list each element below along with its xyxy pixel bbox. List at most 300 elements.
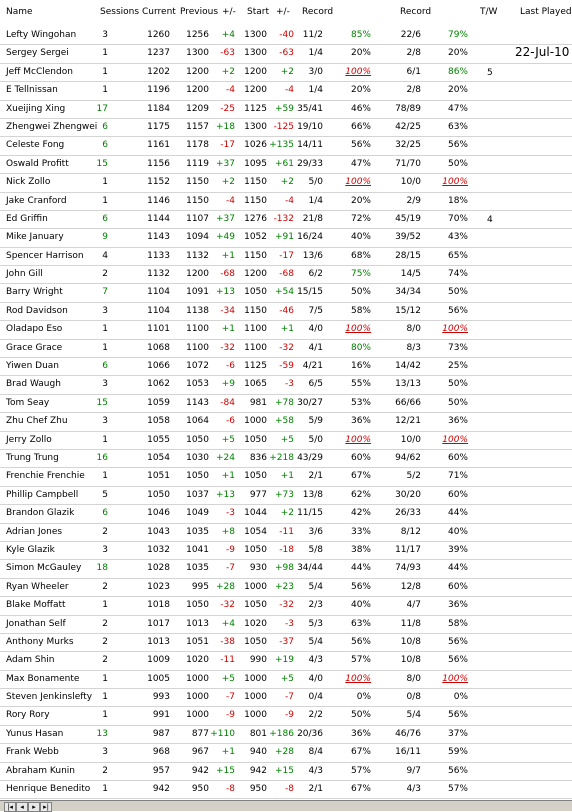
- current-rating-cell: 1175: [147, 121, 170, 132]
- previous-rating-cell: 1050: [186, 471, 209, 482]
- table-row[interactable]: [0, 27, 572, 45]
- sessions-cell: 6: [102, 508, 108, 519]
- record1-cell: 8/4: [308, 747, 323, 758]
- current-rating-cell: 1104: [147, 305, 170, 316]
- diff1-cell: -84: [220, 397, 235, 408]
- record2-cell: 8/12: [400, 526, 421, 537]
- sessions-cell: 1: [102, 342, 108, 353]
- table-row[interactable]: [0, 560, 572, 578]
- table-row[interactable]: [0, 376, 572, 394]
- sessions-cell: 1: [102, 434, 108, 445]
- pct1-cell: 20%: [350, 48, 371, 59]
- pct2-cell: 100%: [442, 434, 468, 445]
- table-row[interactable]: [0, 505, 572, 523]
- player-name: Lefty Wingohan: [6, 30, 77, 40]
- start-rating-cell: 1050: [244, 544, 267, 555]
- pct2-cell: 60%: [447, 452, 468, 463]
- table-row[interactable]: [0, 82, 572, 100]
- sessions-cell: 1: [102, 324, 108, 335]
- sheet-tab-bar: [0, 800, 572, 811]
- sessions-cell: 9: [102, 232, 108, 243]
- previous-rating-cell: 1000: [186, 710, 209, 721]
- record2-cell: 12/8: [400, 581, 421, 592]
- record2-cell: 66/66: [395, 397, 421, 408]
- record2-cell: 9/7: [406, 765, 421, 776]
- table-row[interactable]: [0, 156, 572, 174]
- record2-cell: 14/5: [400, 269, 421, 280]
- sessions-cell: 2: [102, 655, 108, 666]
- previous-rating-cell: 967: [191, 747, 209, 758]
- pct2-cell: 18%: [447, 195, 468, 206]
- record2-cell: 14/42: [395, 361, 421, 372]
- pct1-cell: 20%: [350, 195, 371, 206]
- pct2-cell: 50%: [447, 158, 468, 169]
- player-name: Blake Moffatt: [6, 600, 66, 611]
- pct2-cell: 43%: [447, 232, 468, 243]
- pct1-cell: 100%: [345, 66, 371, 77]
- table-row[interactable]: [0, 395, 572, 413]
- record1-cell: 0/4: [308, 692, 323, 703]
- diff2-cell: +2: [280, 66, 294, 77]
- previous-rating-cell: 1037: [186, 489, 209, 500]
- diff1-cell: +15: [216, 765, 235, 776]
- record2-cell: 2/9: [406, 195, 421, 206]
- diff2-cell: -46: [279, 305, 294, 316]
- player-name: Max Bonamente: [6, 673, 80, 684]
- table-row[interactable]: [0, 340, 572, 358]
- record2-cell: 94/62: [395, 452, 421, 463]
- diff1-cell: -34: [220, 305, 235, 316]
- player-name: Grace Grace: [6, 342, 63, 353]
- start-rating-cell: 1150: [244, 195, 267, 206]
- diff1-cell: +28: [216, 581, 235, 592]
- current-rating-cell: 1054: [147, 452, 170, 463]
- diff1-cell: +1: [221, 471, 235, 482]
- sessions-cell: 2: [102, 581, 108, 592]
- current-rating-cell: 1143: [147, 232, 170, 243]
- start-rating-cell: 1100: [244, 342, 267, 353]
- current-rating-cell: 1018: [147, 600, 170, 611]
- diff2-cell: -7: [285, 692, 294, 703]
- table-row[interactable]: [0, 671, 572, 689]
- diff1-cell: +1: [221, 324, 235, 335]
- diff2-cell: +1: [280, 471, 294, 482]
- previous-rating-cell: 1049: [186, 508, 209, 519]
- player-name: Frenchie Frenchie: [6, 471, 85, 482]
- table-row[interactable]: [0, 193, 572, 211]
- table-row[interactable]: [0, 781, 572, 799]
- table-row[interactable]: [0, 358, 572, 376]
- diff2-cell: -32: [279, 342, 294, 353]
- player-name: Anthony Murks: [6, 636, 74, 647]
- previous-rating-cell: 1200: [186, 269, 209, 280]
- diff2-cell: +218: [269, 452, 294, 463]
- previous-rating-cell: 1100: [186, 324, 209, 335]
- pct2-cell: 36%: [447, 600, 468, 611]
- diff1-cell: +37: [216, 158, 235, 169]
- start-rating-cell: 1000: [244, 673, 267, 684]
- diff1-cell: -6: [226, 416, 235, 427]
- diff1-cell: -32: [220, 342, 235, 353]
- pct1-cell: 80%: [350, 342, 371, 353]
- sessions-cell: 18: [96, 563, 108, 574]
- current-rating-cell: 1237: [147, 48, 170, 59]
- sessions-cell: 2: [102, 765, 108, 776]
- record1-cell: 5/8: [308, 544, 323, 555]
- current-rating-cell: 1161: [147, 140, 170, 151]
- table-row[interactable]: [0, 45, 572, 63]
- pct2-cell: 56%: [447, 140, 468, 151]
- pct1-cell: 42%: [350, 508, 371, 519]
- table-row[interactable]: [0, 64, 572, 82]
- player-name: Phillip Campbell: [6, 489, 79, 500]
- diff2-cell: +54: [275, 287, 294, 298]
- player-name: Zhu Chef Zhu: [6, 416, 68, 427]
- diff1-cell: -7: [226, 563, 235, 574]
- record1-cell: 43/29: [297, 452, 323, 463]
- start-rating-cell: 942: [249, 765, 267, 776]
- current-rating-cell: 1156: [147, 158, 170, 169]
- pct2-cell: 59%: [447, 747, 468, 758]
- current-rating-cell: 1013: [147, 636, 170, 647]
- current-rating-cell: 957: [152, 765, 170, 776]
- diff1-cell: +8: [221, 526, 235, 537]
- previous-rating-cell: 1020: [186, 655, 209, 666]
- current-rating-cell: 1144: [147, 213, 170, 224]
- current-rating-cell: 1101: [147, 324, 170, 335]
- table-row[interactable]: [0, 689, 572, 707]
- previous-rating-cell: 1035: [186, 526, 209, 537]
- record2-cell: 30/20: [395, 489, 421, 500]
- start-rating-cell: 930: [249, 563, 267, 574]
- col-header-tw: T/W: [480, 7, 498, 17]
- table-row[interactable]: [0, 248, 572, 266]
- diff1-cell: +13: [216, 489, 235, 500]
- pct2-cell: 56%: [447, 765, 468, 776]
- pct1-cell: 75%: [350, 269, 371, 280]
- diff2-cell: +5: [280, 434, 294, 445]
- table-row[interactable]: [0, 413, 572, 431]
- player-name: Trung Trung: [6, 452, 59, 463]
- previous-rating-cell: 1200: [186, 66, 209, 77]
- diff2-cell: -8: [285, 784, 294, 795]
- start-rating-cell: 1000: [244, 416, 267, 427]
- col-header-diff1: +/-: [222, 7, 236, 17]
- record2-cell: 71/70: [395, 158, 421, 169]
- record1-cell: 30/27: [297, 397, 323, 408]
- record1-cell: 21/8: [302, 213, 323, 224]
- table-row[interactable]: [0, 763, 572, 781]
- sessions-cell: 6: [102, 121, 108, 132]
- record2-cell: 4/7: [406, 600, 421, 611]
- player-name: Sergey Sergei: [6, 48, 69, 59]
- start-rating-cell: 1026: [244, 140, 267, 151]
- current-rating-cell: 1028: [147, 563, 170, 574]
- table-row[interactable]: [0, 284, 572, 302]
- table-row[interactable]: [0, 432, 572, 450]
- record1-cell: 4/1: [308, 342, 323, 353]
- table-row[interactable]: [0, 707, 572, 725]
- pct1-cell: 100%: [345, 177, 371, 188]
- sessions-cell: 3: [102, 416, 108, 427]
- table-row[interactable]: [0, 652, 572, 670]
- previous-rating-cell: 1091: [186, 287, 209, 298]
- record2-cell: 5/4: [406, 710, 421, 721]
- pct2-cell: 56%: [447, 305, 468, 316]
- pct1-cell: 40%: [350, 232, 371, 243]
- table-row[interactable]: [0, 450, 572, 468]
- start-rating-cell: 1054: [244, 526, 267, 537]
- table-row[interactable]: [0, 174, 572, 192]
- sessions-cell: 15: [96, 397, 108, 408]
- start-rating-cell: 950: [249, 784, 267, 795]
- table-row[interactable]: [0, 726, 572, 744]
- col-header-last-played: Last Played: [520, 7, 572, 17]
- pct2-cell: 25%: [447, 361, 468, 372]
- pct2-cell: 74%: [447, 269, 468, 280]
- col-header-record1: Record: [302, 7, 334, 17]
- diff1-cell: +2: [221, 177, 235, 188]
- player-name: Mike January: [6, 232, 64, 243]
- current-rating-cell: 1184: [147, 103, 170, 114]
- diff2-cell: -18: [279, 544, 294, 555]
- pct2-cell: 65%: [447, 250, 468, 261]
- table-row[interactable]: [0, 744, 572, 762]
- start-rating-cell: 981: [249, 397, 267, 408]
- diff1-cell: +18: [216, 121, 235, 132]
- diff1-cell: -6: [226, 361, 235, 372]
- start-rating-cell: 1200: [244, 85, 267, 96]
- sessions-cell: 1: [102, 710, 108, 721]
- sessions-cell: 5: [102, 489, 108, 500]
- diff2-cell: +135: [269, 140, 294, 151]
- diff1-cell: +24: [216, 452, 235, 463]
- record1-cell: 5/3: [308, 618, 323, 629]
- first-sheet-button[interactable]: |◂: [4, 802, 16, 812]
- current-rating-cell: 1104: [147, 287, 170, 298]
- pct1-cell: 100%: [345, 324, 371, 335]
- sessions-cell: 2: [102, 636, 108, 647]
- record1-cell: 11/2: [302, 30, 323, 40]
- start-rating-cell: 801: [249, 728, 267, 739]
- table-row[interactable]: [0, 487, 572, 505]
- table-row[interactable]: [0, 101, 572, 119]
- player-name: Jake Cranford: [6, 195, 67, 206]
- start-rating-cell: 836: [249, 452, 267, 463]
- record2-cell: 42/25: [395, 121, 421, 132]
- record1-cell: 4/0: [308, 324, 323, 335]
- record2-cell: 11/17: [395, 544, 421, 555]
- diff1-cell: -8: [226, 784, 235, 795]
- diff1-cell: +49: [216, 232, 235, 243]
- record1-cell: 16/24: [297, 232, 323, 243]
- current-rating-cell: 942: [152, 784, 170, 795]
- table-row[interactable]: [0, 321, 572, 339]
- record2-cell: 0/8: [406, 692, 421, 703]
- sessions-cell: 1: [102, 784, 108, 795]
- pct1-cell: 38%: [350, 544, 371, 555]
- record1-cell: 11/15: [297, 508, 323, 519]
- current-rating-cell: 1017: [147, 618, 170, 629]
- record2-cell: 10/8: [400, 636, 421, 647]
- col-header-record2: Record: [400, 7, 432, 17]
- record1-cell: 2/3: [308, 600, 323, 611]
- pct1-cell: 16%: [350, 361, 371, 372]
- start-rating-cell: 1000: [244, 692, 267, 703]
- pct1-cell: 67%: [350, 471, 371, 482]
- current-rating-cell: 1050: [147, 489, 170, 500]
- diff2-cell: +5: [280, 673, 294, 684]
- col-header-start: Start: [247, 7, 269, 17]
- table-row[interactable]: [0, 616, 572, 634]
- record1-cell: 14/11: [297, 140, 323, 151]
- record1-cell: 35/41: [297, 103, 323, 114]
- table-row[interactable]: [0, 119, 572, 137]
- pct2-cell: 44%: [447, 563, 468, 574]
- start-rating-cell: 1050: [244, 600, 267, 611]
- start-rating-cell: 1200: [244, 269, 267, 280]
- table-row[interactable]: [0, 468, 572, 486]
- record2-cell: 5/2: [406, 471, 421, 482]
- previous-rating-cell: 1138: [186, 305, 209, 316]
- previous-rating-cell: 1300: [186, 48, 209, 59]
- table-row[interactable]: [0, 229, 572, 247]
- player-name: John Gill: [6, 269, 43, 280]
- diff2-cell: +1: [280, 324, 294, 335]
- player-name: Ed Griffin: [6, 213, 48, 224]
- player-name: Zhengwei Zhengwei: [6, 121, 98, 132]
- pct2-cell: 50%: [447, 287, 468, 298]
- pct1-cell: 33%: [350, 526, 371, 537]
- player-name: Frank Webb: [6, 747, 59, 758]
- record2-cell: 10/0: [400, 177, 421, 188]
- current-rating-cell: 1152: [147, 177, 170, 188]
- table-row[interactable]: [0, 137, 572, 155]
- pct1-cell: 36%: [350, 416, 371, 427]
- player-name: Barry Wright: [6, 287, 63, 298]
- player-name: Jeff McClendon: [6, 66, 73, 77]
- current-rating-cell: 1066: [147, 361, 170, 372]
- record1-cell: 7/5: [308, 305, 323, 316]
- diff2-cell: +2: [280, 177, 294, 188]
- pct1-cell: 50%: [350, 710, 371, 721]
- pct1-cell: 53%: [350, 397, 371, 408]
- table-row[interactable]: [0, 211, 572, 229]
- start-rating-cell: 1052: [244, 232, 267, 243]
- current-rating-cell: 1058: [147, 416, 170, 427]
- diff2-cell: -11: [279, 526, 294, 537]
- diff1-cell: -25: [220, 103, 235, 114]
- table-row[interactable]: [0, 524, 572, 542]
- diff1-cell: +5: [221, 434, 235, 445]
- table-row[interactable]: [0, 303, 572, 321]
- pct1-cell: 100%: [345, 434, 371, 445]
- tw-value: 5: [487, 68, 493, 78]
- start-rating-cell: 1150: [244, 177, 267, 188]
- pct1-cell: 60%: [350, 452, 371, 463]
- pct2-cell: 100%: [442, 324, 468, 335]
- pct1-cell: 72%: [350, 213, 371, 224]
- record2-cell: 6/1: [406, 66, 421, 77]
- diff1-cell: -38: [220, 636, 235, 647]
- player-name: Oswald Profitt: [6, 158, 69, 169]
- last-sheet-button[interactable]: ▸|: [40, 802, 52, 812]
- current-rating-cell: 1068: [147, 342, 170, 353]
- diff2-cell: -4: [285, 195, 294, 206]
- current-rating-cell: 1055: [147, 434, 170, 445]
- diff1-cell: -63: [220, 48, 235, 59]
- pct2-cell: 40%: [447, 526, 468, 537]
- pct2-cell: 56%: [447, 636, 468, 647]
- previous-rating-cell: 1000: [186, 692, 209, 703]
- player-name: Kyle Glazik: [6, 544, 55, 555]
- diff1-cell: -11: [220, 655, 235, 666]
- diff1-cell: +1: [221, 250, 235, 261]
- current-rating-cell: 1196: [147, 85, 170, 96]
- col-header-diff2: +/-: [276, 7, 290, 17]
- previous-rating-cell: 1035: [186, 563, 209, 574]
- diff2-cell: -63: [279, 48, 294, 59]
- record2-cell: 22/6: [400, 30, 421, 40]
- player-name: Abraham Kunin: [6, 765, 75, 776]
- table-row[interactable]: [0, 266, 572, 284]
- start-rating-cell: 1065: [244, 379, 267, 390]
- record1-cell: 4/3: [308, 765, 323, 776]
- record1-cell: 34/44: [297, 563, 323, 574]
- record1-cell: 3/6: [308, 526, 323, 537]
- player-name: Xueijing Xing: [6, 103, 66, 114]
- player-name: Jerry Zollo: [6, 434, 52, 445]
- diff2-cell: -3: [285, 379, 294, 390]
- start-rating-cell: 1000: [244, 710, 267, 721]
- sessions-cell: 1: [102, 600, 108, 611]
- pct2-cell: 60%: [447, 581, 468, 592]
- sessions-cell: 17: [96, 103, 108, 114]
- start-rating-cell: 1050: [244, 434, 267, 445]
- table-row[interactable]: [0, 634, 572, 652]
- previous-rating-cell: 1157: [186, 121, 209, 132]
- diff2-cell: -68: [279, 269, 294, 280]
- table-row[interactable]: [0, 597, 572, 615]
- diff2-cell: +15: [275, 765, 294, 776]
- start-rating-cell: 1125: [244, 103, 267, 114]
- pct1-cell: 46%: [350, 103, 371, 114]
- diff2-cell: +78: [275, 397, 294, 408]
- table-row[interactable]: [0, 579, 572, 597]
- pct2-cell: 73%: [447, 342, 468, 353]
- diff2-cell: -32: [279, 600, 294, 611]
- sessions-cell: 3: [102, 747, 108, 758]
- pct2-cell: 58%: [447, 618, 468, 629]
- previous-rating-cell: 1050: [186, 600, 209, 611]
- player-name: Brandon Glazik: [6, 508, 75, 519]
- pct1-cell: 56%: [350, 581, 371, 592]
- previous-rating-cell: 995: [191, 581, 209, 592]
- pct2-cell: 37%: [447, 728, 468, 739]
- player-table: [0, 27, 572, 799]
- table-row[interactable]: [0, 542, 572, 560]
- record1-cell: 2/1: [308, 471, 323, 482]
- pct1-cell: 56%: [350, 140, 371, 151]
- diff2-cell: +186: [269, 728, 294, 739]
- sessions-cell: 1: [102, 673, 108, 684]
- previous-rating-cell: 1143: [186, 397, 209, 408]
- prev-sheet-button[interactable]: ◂: [16, 802, 28, 812]
- next-sheet-button[interactable]: ▸: [28, 802, 40, 812]
- diff2-cell: +19: [275, 655, 294, 666]
- record1-cell: 6/2: [308, 269, 323, 280]
- diff1-cell: +9: [221, 379, 235, 390]
